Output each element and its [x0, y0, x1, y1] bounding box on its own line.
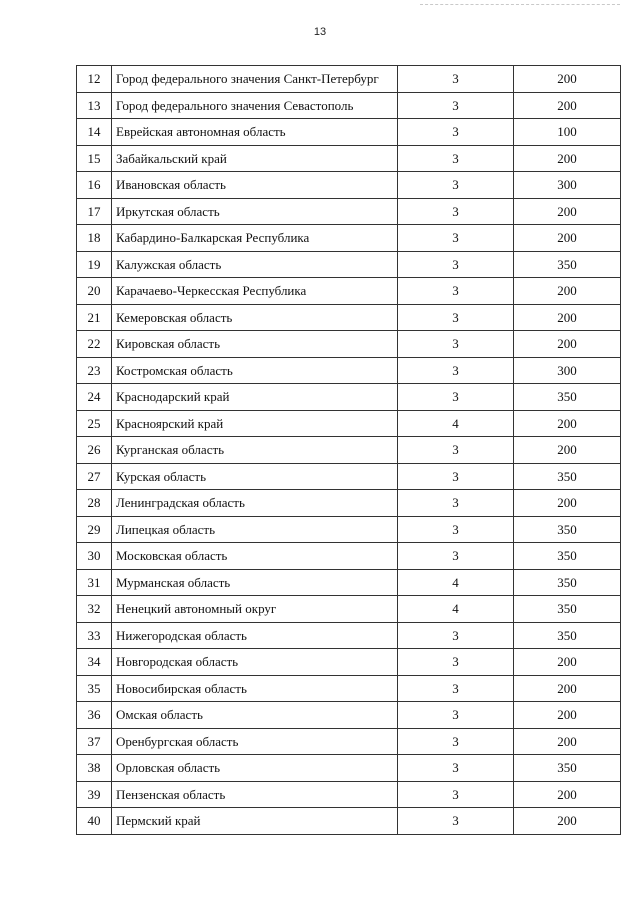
row-number-cell: 21 — [77, 304, 112, 331]
value-a-cell: 3 — [398, 622, 514, 649]
page-number: 13 — [313, 26, 327, 38]
table-row — [77, 516, 621, 543]
value-b-cell: 200 — [514, 675, 621, 702]
table-row — [77, 66, 621, 93]
value-b-cell: 200 — [514, 437, 621, 464]
table-row — [77, 596, 621, 623]
value-b-cell: 350 — [514, 569, 621, 596]
value-a-cell: 3 — [398, 172, 514, 199]
table-row — [77, 251, 621, 278]
row-number-cell: 15 — [77, 145, 112, 172]
table-row — [77, 331, 621, 358]
value-a-cell: 3 — [398, 225, 514, 252]
table-row — [77, 781, 621, 808]
row-number-cell: 28 — [77, 490, 112, 517]
row-number-cell: 39 — [77, 781, 112, 808]
region-name-cell: Липецкая область — [112, 516, 398, 543]
value-a-cell: 3 — [398, 251, 514, 278]
region-name-cell: Орловская область — [112, 755, 398, 782]
row-number-cell: 18 — [77, 225, 112, 252]
value-a-cell: 3 — [398, 145, 514, 172]
value-b-cell: 350 — [514, 543, 621, 570]
row-number-cell: 23 — [77, 357, 112, 384]
value-a-cell: 3 — [398, 463, 514, 490]
value-b-cell: 300 — [514, 172, 621, 199]
region-name-cell: Калужская область — [112, 251, 398, 278]
value-b-cell: 350 — [514, 251, 621, 278]
value-a-cell: 3 — [398, 755, 514, 782]
row-number-cell: 26 — [77, 437, 112, 464]
row-number-cell: 30 — [77, 543, 112, 570]
value-b-cell: 200 — [514, 808, 621, 835]
table-row — [77, 463, 621, 490]
region-name-cell: Кабардино-Балкарская Республика — [112, 225, 398, 252]
region-name-cell: Нижегородская область — [112, 622, 398, 649]
value-a-cell: 3 — [398, 304, 514, 331]
value-a-cell: 3 — [398, 437, 514, 464]
value-a-cell: 3 — [398, 543, 514, 570]
value-a-cell: 4 — [398, 569, 514, 596]
value-b-cell: 200 — [514, 304, 621, 331]
table-row — [77, 702, 621, 729]
region-name-cell: Еврейская автономная область — [112, 119, 398, 146]
value-a-cell: 3 — [398, 66, 514, 93]
value-a-cell: 3 — [398, 702, 514, 729]
row-number-cell: 37 — [77, 728, 112, 755]
region-name-cell: Иркутская область — [112, 198, 398, 225]
value-a-cell: 3 — [398, 728, 514, 755]
value-a-cell: 3 — [398, 357, 514, 384]
region-name-cell: Город федерального значения Севастополь — [112, 92, 398, 119]
value-a-cell: 3 — [398, 808, 514, 835]
table-row — [77, 145, 621, 172]
row-number-cell: 35 — [77, 675, 112, 702]
table-row — [77, 198, 621, 225]
row-number-cell: 33 — [77, 622, 112, 649]
region-name-cell: Новгородская область — [112, 649, 398, 676]
region-name-cell: Красноярский край — [112, 410, 398, 437]
table-row — [77, 569, 621, 596]
row-number-cell: 14 — [77, 119, 112, 146]
value-a-cell: 3 — [398, 331, 514, 358]
value-b-cell: 350 — [514, 516, 621, 543]
value-a-cell: 3 — [398, 675, 514, 702]
value-a-cell: 3 — [398, 278, 514, 305]
row-number-cell: 29 — [77, 516, 112, 543]
value-a-cell: 3 — [398, 92, 514, 119]
row-number-cell: 25 — [77, 410, 112, 437]
region-name-cell: Ленинградская область — [112, 490, 398, 517]
table-row — [77, 543, 621, 570]
region-name-cell: Ненецкий автономный округ — [112, 596, 398, 623]
table-row — [77, 808, 621, 835]
value-b-cell: 300 — [514, 357, 621, 384]
value-a-cell: 3 — [398, 490, 514, 517]
value-b-cell: 200 — [514, 702, 621, 729]
region-name-cell: Оренбургская область — [112, 728, 398, 755]
table-row — [77, 755, 621, 782]
value-b-cell: 350 — [514, 463, 621, 490]
table-row — [77, 357, 621, 384]
region-name-cell: Новосибирская область — [112, 675, 398, 702]
value-b-cell: 200 — [514, 649, 621, 676]
value-b-cell: 200 — [514, 781, 621, 808]
row-number-cell: 36 — [77, 702, 112, 729]
value-a-cell: 4 — [398, 596, 514, 623]
value-b-cell: 200 — [514, 66, 621, 93]
value-a-cell: 3 — [398, 781, 514, 808]
row-number-cell: 40 — [77, 808, 112, 835]
table-row — [77, 172, 621, 199]
row-number-cell: 34 — [77, 649, 112, 676]
value-b-cell: 200 — [514, 278, 621, 305]
table-row — [77, 728, 621, 755]
region-name-cell: Карачаево-Черкесская Республика — [112, 278, 398, 305]
table-row — [77, 410, 621, 437]
region-name-cell: Город федерального значения Санкт-Петербург — [112, 66, 398, 93]
region-name-cell: Краснодарский край — [112, 384, 398, 411]
table-row — [77, 649, 621, 676]
value-a-cell: 4 — [398, 410, 514, 437]
regions-table-body — [77, 66, 621, 835]
value-b-cell: 200 — [514, 145, 621, 172]
value-b-cell: 350 — [514, 596, 621, 623]
row-number-cell: 17 — [77, 198, 112, 225]
row-number-cell: 22 — [77, 331, 112, 358]
value-b-cell: 200 — [514, 331, 621, 358]
value-a-cell: 3 — [398, 384, 514, 411]
value-b-cell: 200 — [514, 92, 621, 119]
region-name-cell: Пермский край — [112, 808, 398, 835]
table-row — [77, 278, 621, 305]
region-name-cell: Курганская область — [112, 437, 398, 464]
value-b-cell: 200 — [514, 490, 621, 517]
row-number-cell: 38 — [77, 755, 112, 782]
row-number-cell: 31 — [77, 569, 112, 596]
row-number-cell: 12 — [77, 66, 112, 93]
table-row — [77, 119, 621, 146]
value-b-cell: 350 — [514, 384, 621, 411]
table-row — [77, 225, 621, 252]
region-name-cell: Пензенская область — [112, 781, 398, 808]
region-name-cell: Кемеровская область — [112, 304, 398, 331]
value-b-cell: 200 — [514, 198, 621, 225]
table-row — [77, 304, 621, 331]
region-name-cell: Костромская область — [112, 357, 398, 384]
row-number-cell: 27 — [77, 463, 112, 490]
row-number-cell: 32 — [77, 596, 112, 623]
table-row — [77, 92, 621, 119]
value-a-cell: 3 — [398, 119, 514, 146]
value-b-cell: 350 — [514, 622, 621, 649]
value-a-cell: 3 — [398, 198, 514, 225]
value-b-cell: 100 — [514, 119, 621, 146]
table-row — [77, 490, 621, 517]
table-row — [77, 622, 621, 649]
value-b-cell: 200 — [514, 410, 621, 437]
table-row — [77, 384, 621, 411]
value-b-cell: 350 — [514, 755, 621, 782]
row-number-cell: 24 — [77, 384, 112, 411]
region-name-cell: Кировская область — [112, 331, 398, 358]
row-number-cell: 16 — [77, 172, 112, 199]
row-number-cell: 13 — [77, 92, 112, 119]
row-number-cell: 19 — [77, 251, 112, 278]
region-name-cell: Забайкальский край — [112, 145, 398, 172]
region-name-cell: Курская область — [112, 463, 398, 490]
value-b-cell: 200 — [514, 728, 621, 755]
region-name-cell: Мурманская область — [112, 569, 398, 596]
table-row — [77, 437, 621, 464]
region-name-cell: Ивановская область — [112, 172, 398, 199]
regions-table — [76, 65, 621, 835]
scan-artifact-line — [420, 4, 620, 7]
row-number-cell: 20 — [77, 278, 112, 305]
table-row — [77, 675, 621, 702]
value-b-cell: 200 — [514, 225, 621, 252]
region-name-cell: Московская область — [112, 543, 398, 570]
region-name-cell: Омская область — [112, 702, 398, 729]
value-a-cell: 3 — [398, 516, 514, 543]
value-a-cell: 3 — [398, 649, 514, 676]
